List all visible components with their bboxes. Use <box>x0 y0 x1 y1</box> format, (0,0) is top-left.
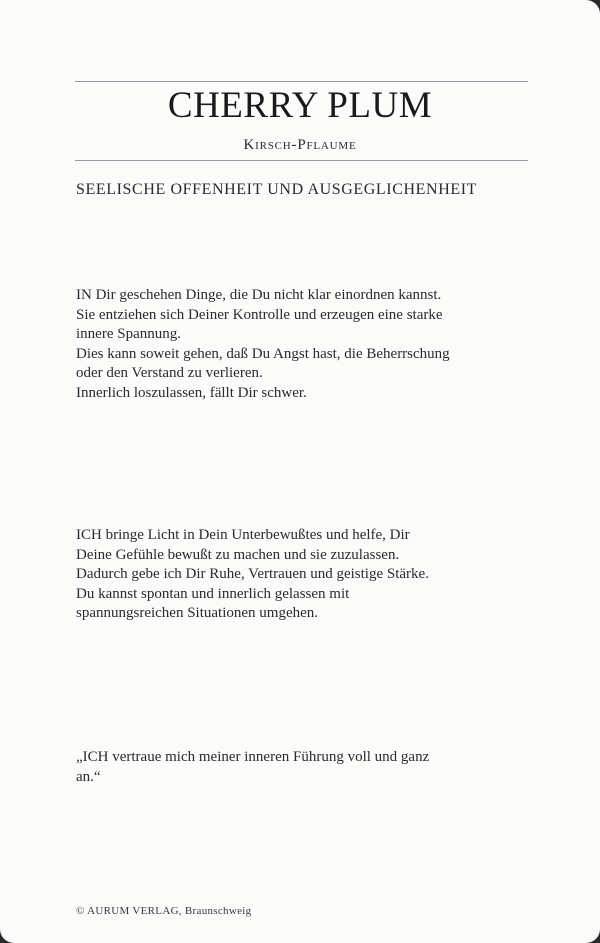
text-line: ICH bringe Licht in Dein Unterbewußtes und helfe, Dir <box>76 527 410 543</box>
text-line: „ICH vertraue mich meiner inneren Führung voll und ganz <box>76 749 430 765</box>
bottom-divider <box>75 160 528 161</box>
text-line: Du kannst spontan und innerlich gelassen mit <box>76 585 350 602</box>
affirmation-quote <box>76 748 536 787</box>
publisher-footer: © AURUM VERLAG, Braunschweig <box>76 905 252 917</box>
text-line: IN Dir geschehen Dinge, die Du nicht klar einordnen kannst. <box>76 287 442 303</box>
card-title: CHERRY PLUM <box>167 85 433 126</box>
text-line: Deine Gefühle bewußt zu machen und sie zuzulassen. <box>76 546 400 563</box>
remedy-paragraph <box>76 526 536 624</box>
text-line: spannungsreichen Situationen umgehen. <box>76 605 319 622</box>
text-line: Sie entziehen sich Deiner Kontrolle und erzeugen eine starke <box>76 306 443 323</box>
text-line: Dies kann soweit gehen, daß Du Angst hast, die Beherrschung <box>76 345 450 362</box>
card-theme: SEELISCHE OFFENHEIT UND AUSGEGLICHENHEIT <box>76 181 478 198</box>
top-divider <box>75 81 528 82</box>
text-line: innere Spannung. <box>76 326 181 343</box>
text-line: an.“ <box>76 768 101 785</box>
text-line: oder den Verstand zu verlieren. <box>76 365 263 382</box>
text-line: Innerlich loszulassen, fällt Dir schwer. <box>76 384 307 401</box>
card-subtitle: Kirsch-Pflaume <box>243 137 357 153</box>
description-paragraph <box>76 286 536 404</box>
text-line: Dadurch gebe ich Dir Ruhe, Vertrauen und geistige Stärke. <box>76 566 429 583</box>
